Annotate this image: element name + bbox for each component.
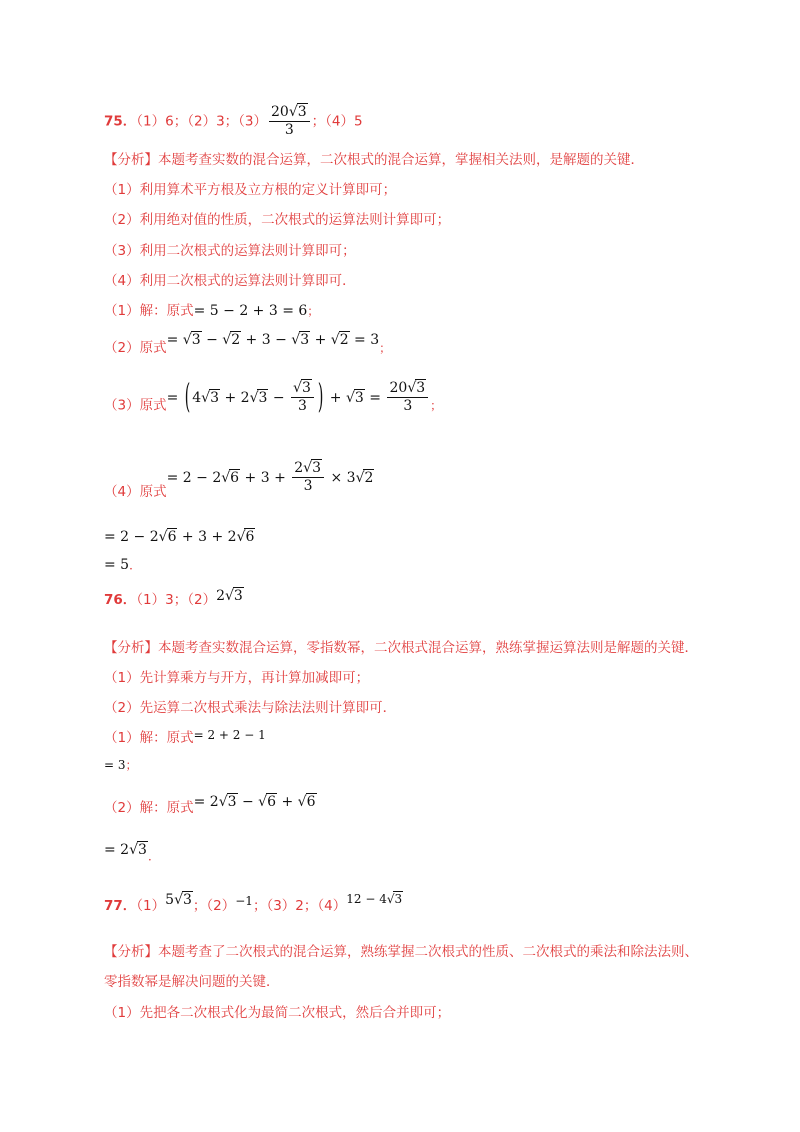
q77-analysis-line2: 零指数幂是解决问题的关键． — [104, 974, 280, 990]
q76-hint-2: （2）先运算二次根式乘法与除法法则计算即可． — [104, 700, 397, 716]
q76-solution-2: （2）解：原式= 2√3 − √6 + √6 — [104, 794, 316, 816]
analysis-text: 本题考查实数混合运算，零指数幂，二次根式混合运算，熟练掌握运算法则是解题的关键． — [158, 640, 698, 656]
q75-analysis — [104, 150, 644, 170]
q75-hint-1: （1）利用算术平方根及立方根的定义计算即可； — [104, 182, 397, 198]
q77-analysis — [104, 942, 698, 962]
equation: = ( 4√3 + 2√3 − $\frac{√3}{3}$ ) + √3 = $\frac{20√3}{3}$ — [167, 390, 431, 406]
q75-answer-line — [104, 104, 363, 139]
q75-hint-4: （4）利用二次根式的运算法则计算即可． — [104, 273, 356, 289]
q75-solution-1: （1）解：原式= 5 − 2 + 3 = 6； — [104, 303, 320, 319]
q77-answer-line: 77．（1）5√3；（2）−1；（3）2；（4）12 − 4√3 — [104, 892, 403, 914]
q75-answer3-fraction: $\frac{20√3}{3}$ — [269, 104, 310, 139]
q75-answers-part1: （1）6；（2）3；（3） — [136, 113, 267, 130]
analysis-tag: 【分析】 — [104, 152, 158, 168]
analysis-text: 本题考查了二次根式的混合运算，熟练掌握二次根式的性质、二次根式的乘法和除法法则、 — [158, 944, 698, 960]
equation: = 2 − 2√6 + 3 + $\frac{2√3}{3}$ × 3√2 — [166, 460, 374, 494]
analysis-tag: 【分析】 — [104, 944, 158, 960]
q77-answer4: 12 − 4√3 — [346, 892, 403, 906]
analysis-tag: 【分析】 — [104, 640, 158, 656]
q75-hint-3: （3）利用二次根式的运算法则计算即可； — [104, 243, 356, 259]
q75-solution-4-line3: = 5． — [104, 557, 142, 573]
q75-solution-4-line2: = 2 − 2√6 + 3 + 2√6 — [104, 529, 255, 545]
q76-solution-2-line2: = 2√3． — [104, 842, 160, 863]
equation: = 2 + 2 − 1 — [193, 728, 266, 742]
q76-solution-1: （1）解：原式= 2 + 2 − 1 — [104, 728, 266, 746]
q77-number: 77． — [104, 898, 137, 914]
q77-answer1: 5√3 — [165, 892, 192, 908]
q77-hint-1: （1）先把各二次根式化为最简二次根式，然后合并即可； — [104, 1005, 451, 1021]
q76-answer2: 2√3 — [216, 588, 243, 604]
analysis-text: 本题考查实数的混合运算，二次根式的混合运算，掌握相关法则，是解题的关键． — [158, 152, 644, 168]
q76-analysis — [104, 638, 698, 658]
q76-solution-1-line2: = 3； — [104, 758, 138, 772]
q75-solution-2: （2）原式= √3 − √2 + 3 − √3 + √2 = 3； — [104, 332, 392, 356]
q76-hint-1: （1）先计算乘方与开方，再计算加减即可； — [104, 670, 370, 686]
equation: = √3 − √2 + 3 − √3 + √2 = 3 — [166, 332, 380, 348]
q76-number: 76． — [104, 592, 137, 608]
q75-solution-4: （4）原式= 2 − 2√6 + 3 + $\frac{2√3}{3}$ × 3√2 — [104, 460, 374, 500]
q75-number: 75． — [104, 113, 137, 130]
q77-answer2: −1 — [235, 894, 253, 908]
equation: = 5 − 2 + 3 = 6 — [193, 303, 308, 319]
q75-answers-part2: ；（4）5 — [311, 113, 363, 130]
q76-answer-line: 76．（1）3；（2）2√3 — [104, 588, 243, 608]
equation: = 2√3 − √6 + √6 — [193, 794, 316, 810]
q75-hint-2: （2）利用绝对值的性质，二次根式的运算法则计算即可； — [104, 212, 451, 228]
q75-solution-3: （3）原式= ( 4√3 + 2√3 − $\frac{√3}{3}$ ) + √3 = $\frac{20√3}{3}$ ； — [104, 378, 443, 417]
